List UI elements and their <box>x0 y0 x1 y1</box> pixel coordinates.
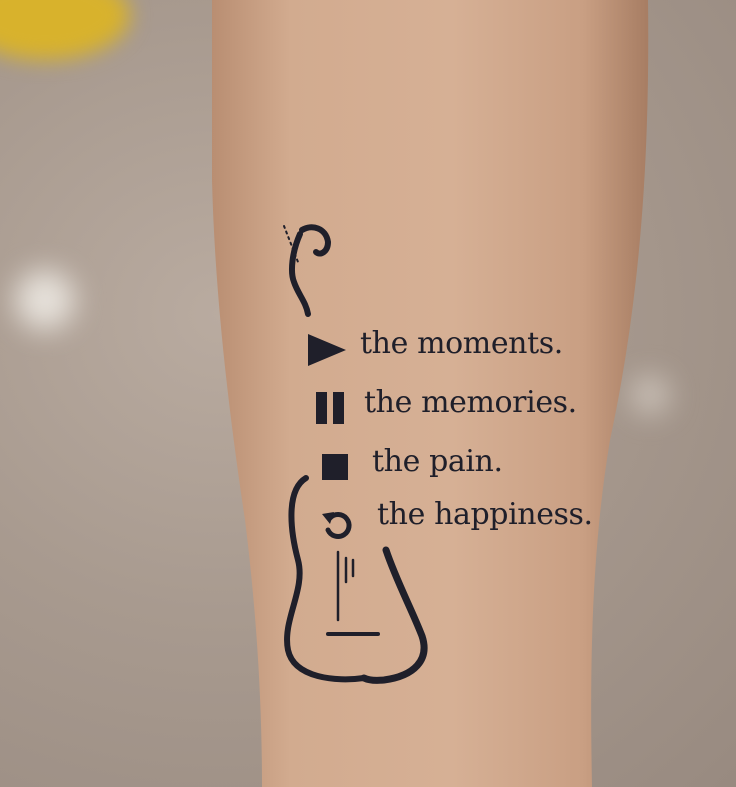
tattoo-text-happiness: the happiness. <box>377 497 593 532</box>
tattoo-text-pain: the pain. <box>372 444 503 479</box>
play-icon <box>306 332 348 368</box>
tattoo-text-moments: the moments. <box>360 326 563 361</box>
pause-icon <box>314 390 348 426</box>
guitar-headstock-icon <box>272 222 336 318</box>
tattoo-text-memories: the memories. <box>364 385 577 420</box>
